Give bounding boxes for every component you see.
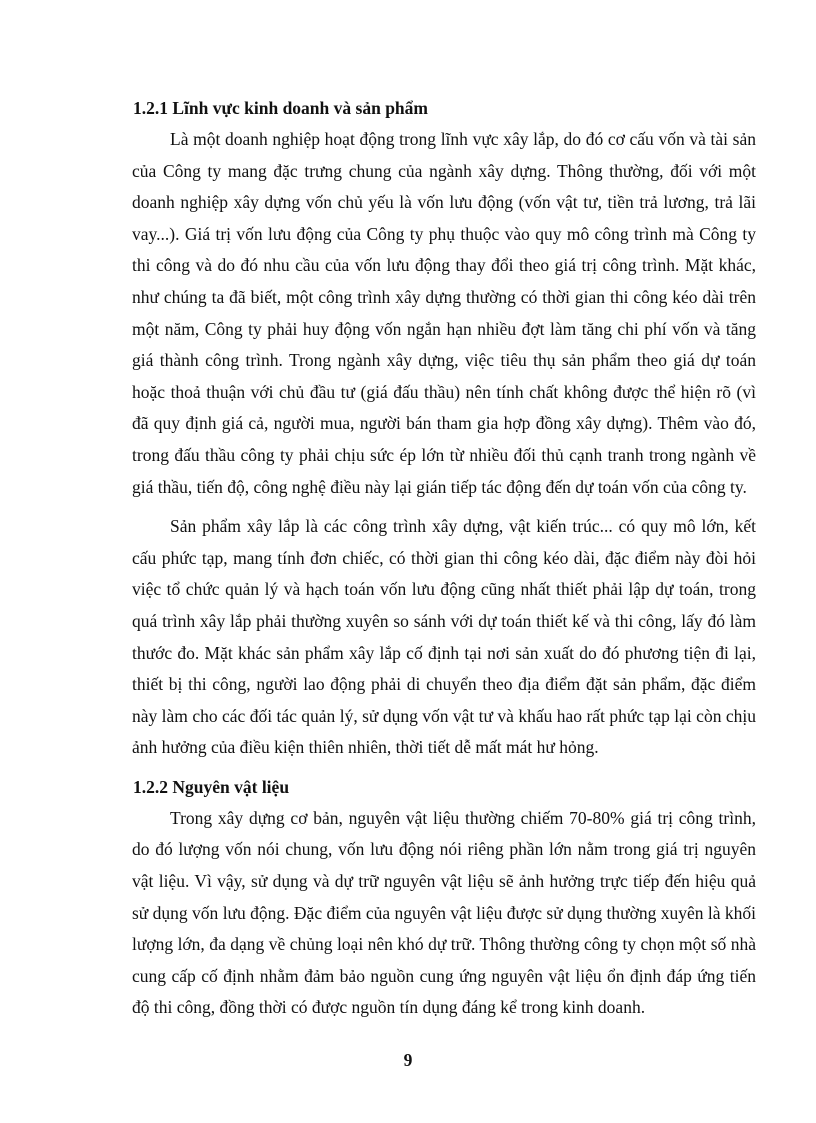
section-heading-1-2-2: 1.2.2 Nguyên vật liệu	[133, 776, 290, 797]
section-heading-1-2-1: 1.2.1 Lĩnh vực kinh doanh và sản phẩm	[133, 98, 428, 118]
page-number: 9	[403, 1050, 413, 1070]
paragraph-construction-products: Sản phẩm xây lắp là các công trình xây dựng, vật kiến trúc... có quy mô lớn, kết cấu phức tạp, mang tính đơn chiếc, có thời gian thi công kéo dài, đặc điểm này đòi hỏi việc tổ chức quản lý và hạch toán vốn lưu động cũng nhất thiết phải lập dự toán, trong quá trình xây lắp phải thường xuyên so sánh với dự toán thiết kế và thi công, lấy đó làm thước đo. Mặt khác sản phẩm xây lắp cố định tại nơi sản xuất do đó phương tiện đi lại, thiết bị thi công, người lao động phải di chuyển theo địa điểm đặt sản phẩm, đặc điểm này làm cho các đối tác quản lý, sử dụng vốn vật tư và khấu hao rất phức tạp lại còn chịu ảnh hưởng của điều kiện thiên nhiên, thời tiết dễ mất mát hư hỏng.	[132, 516, 756, 758]
paragraph-business-field: Là một doanh nghiệp hoạt động trong lĩnh vực xây lắp, do đó cơ cấu vốn và tài sản của Công ty mang đặc trưng chung của ngành xây dựng. Thông thường, đối với một doanh nghiệp xây dựng vốn chủ yếu là vốn lưu động (vốn vật tư, tiền trả lương, trả lãi vay...). Giá trị vốn lưu động của Công ty phụ thuộc vào quy mô công trình mà Công ty thi công và do đó nhu cầu của vốn lưu động thay đổi theo giá trị công trình. Mặt khác, như chúng ta đã biết, một công trình xây dựng thường có thời gian thi công kéo dài trên một năm, Công ty phải huy động vốn ngắn hạn nhiều đợt làm tăng chi phí vốn và tăng giá thành công trình. Trong ngành xây dựng, việc tiêu thụ sản phẩm theo giá dự toán hoặc thoả thuận với chủ đầu tư (giá đấu thầu) nên tính chất không được thể hiện rõ (vì đã quy định giá cả, người mua, người bán tham gia hợp đồng xây dựng). Thêm vào đó, trong đấu thầu công ty phải chịu sức ép lớn từ nhiều đối thủ cạnh tranh trong ngành về giá thầu, tiến độ, công nghệ điều này lại gián tiếp tác động đến dự toán vốn của công ty.	[132, 129, 756, 497]
paragraph-raw-materials: Trong xây dựng cơ bản, nguyên vật liệu thường chiếm 70-80% giá trị công trình, do đó lượng vốn nói chung, vốn lưu động nói riêng phần lớn nằm trong giá trị nguyên vật liệu. Vì vậy, sử dụng và dự trữ nguyên vật liệu sẽ ảnh hưởng trực tiếp đến hiệu quả sử dụng vốn lưu động. Đặc điểm của nguyên vật liệu được sử dụng thường xuyên là khối lượng lớn, đa dạng về chủng loại nên khó dự trữ. Thông thường công ty chọn một số nhà cung cấp cố định nhằm đảm bảo nguồn cung ứng nguyên vật liệu ổn định đáp ứng tiến độ thi công, đồng thời có được nguồn tín dụng đáng kể trong kinh doanh.	[132, 807, 756, 1018]
document-page	[132, 93, 756, 1030]
